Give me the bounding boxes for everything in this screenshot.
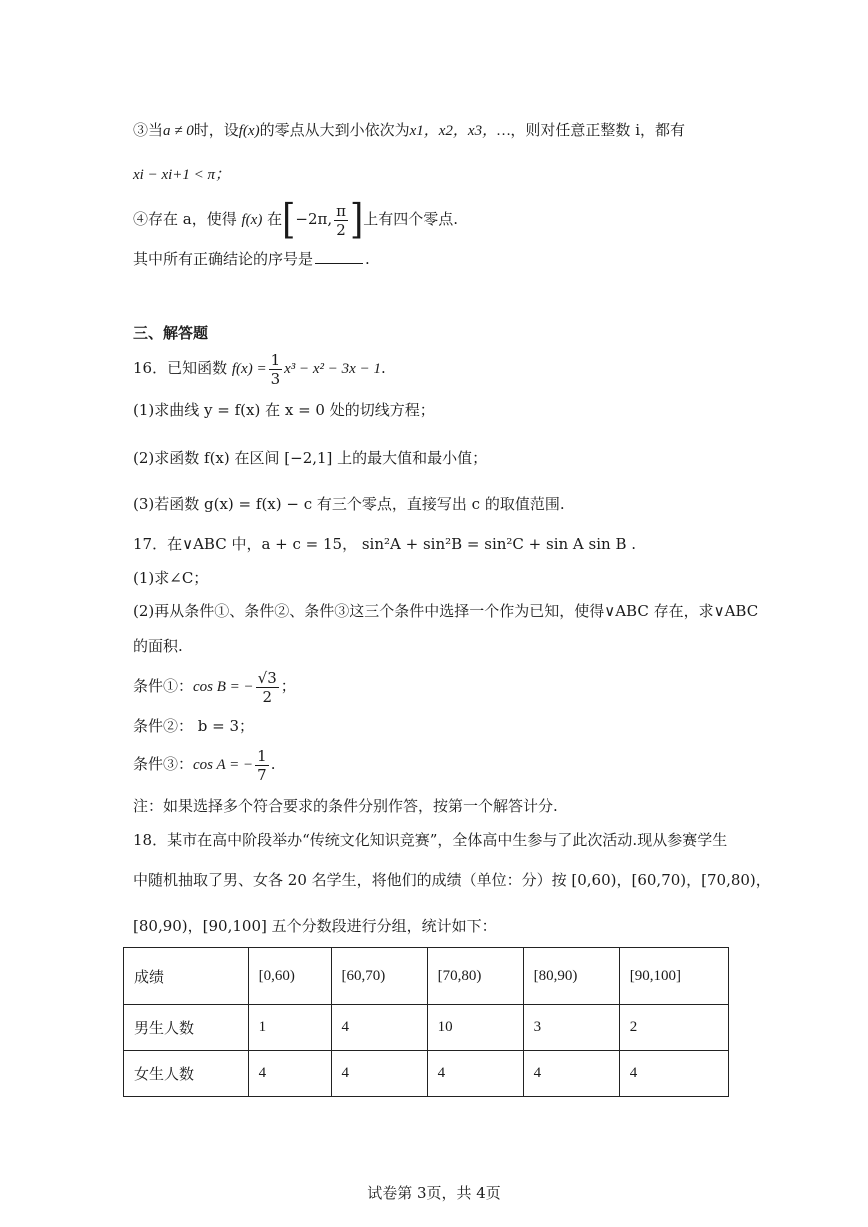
- table-cell: 女生人数: [124, 1051, 249, 1097]
- table-cell: [0,60): [248, 948, 331, 1005]
- table-cell: 4: [248, 1051, 331, 1097]
- table-cell: [90,100]: [619, 948, 728, 1005]
- q17-condition2: 条件②： b = 3；: [133, 717, 255, 735]
- q15-item3-inequality: xi − xi+1 < π；: [133, 167, 231, 183]
- q16-part1: (1)求曲线 y = f(x) 在 x = 0 处的切线方程；: [133, 401, 435, 419]
- q16-stem: 16．已知函数 f(x) = $\frac{1}{3}$ x³ − x² − 3x − 1.: [133, 350, 386, 388]
- q17-condition1: 条件①：cos B = − $\frac{√3}{2}$ ；: [133, 668, 296, 706]
- table-cell: 1: [248, 1005, 331, 1051]
- section-title: 三、解答题: [133, 324, 209, 342]
- table-row: [124, 1005, 729, 1051]
- table-cell: [80,90): [523, 948, 619, 1005]
- q17-part2-line1: (2)再从条件①、条件②、条件③这三个条件中选择一个作为已知，使得∨ABC 存在，求∨ABC: [133, 602, 759, 620]
- answer-blank: [315, 251, 363, 264]
- table-cell: 4: [331, 1051, 427, 1097]
- q15-item3-line: ③当a ≠ 0时，设f(x)的零点从大到小依次为x1，x2，x3，…，则对任意正整数 i，都有: [133, 121, 685, 139]
- q17-note: 注：如果选择多个符合要求的条件分别作答，按第一个解答计分.: [133, 797, 558, 815]
- q16-part2: (2)求函数 f(x) 在区间 [−2,1] 上的最大值和最小值；: [133, 449, 488, 467]
- table-cell: 4: [619, 1051, 728, 1097]
- q18-line1: 18．某市在高中阶段举办“传统文化知识竞赛”，全体高中生参与了此次活动.现从参赛学生: [133, 831, 728, 849]
- q17-part2-line2: 的面积.: [133, 637, 183, 655]
- q18-line3: [80,90)，[90,100] 五个分数段进行分组，统计如下：: [133, 917, 497, 935]
- table-cell: 男生人数: [124, 1005, 249, 1051]
- q15-question: 其中所有正确结论的序号是 .: [133, 250, 370, 268]
- table-cell: 4: [427, 1051, 523, 1097]
- table-cell: 10: [427, 1005, 523, 1051]
- table-cell: [70,80): [427, 948, 523, 1005]
- score-table: [123, 947, 729, 1097]
- table-cell: 4: [331, 1005, 427, 1051]
- table-cell: 4: [523, 1051, 619, 1097]
- table-cell: [60,70): [331, 948, 427, 1005]
- q17-stem: 17．在∨ABC 中，a + c = 15， sin²A + sin²B = sin²C + sin A sin B .: [133, 535, 637, 553]
- page-footer: 试卷第 3页，共 4页: [367, 1184, 501, 1202]
- table-header-row: [124, 948, 729, 1005]
- q17-condition3: 条件③：cos A = − $\frac{1}{7}$ .: [133, 746, 276, 784]
- table-row: [124, 1051, 729, 1097]
- q17-part1: (1)求∠C；: [133, 569, 209, 587]
- table-cell: 2: [619, 1005, 728, 1051]
- q15-item4-line: ④存在 a，使得 f(x) 在[−2π, $\frac{\pi}{2}$ ]上有四个零点.: [133, 196, 459, 244]
- q16-part3: (3)若函数 g(x) = f(x) − c 有三个零点，直接写出 c 的取值范围.: [133, 495, 565, 513]
- table-cell: 成绩: [124, 948, 249, 1005]
- table-cell: 3: [523, 1005, 619, 1051]
- q18-line2: 中随机抽取了男、女各 20 名学生，将他们的成绩（单位：分）按 [0,60)，[60,70)，[70,80)，: [133, 871, 771, 889]
